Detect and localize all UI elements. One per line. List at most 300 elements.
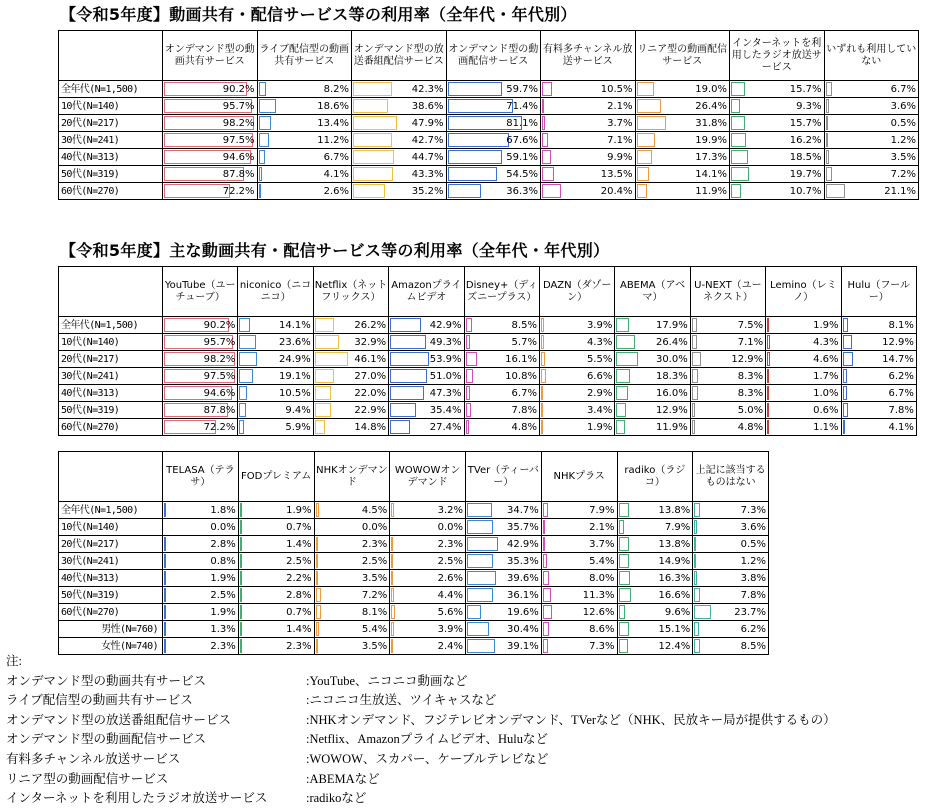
data-cell: [163, 604, 239, 621]
data-bar: [316, 639, 319, 653]
data-bar: [616, 335, 635, 349]
data-bar: [543, 622, 549, 636]
data-value: 47.3%: [429, 387, 462, 399]
row-label: 60代(N=270): [59, 183, 163, 200]
data-cell: [541, 587, 617, 604]
note-term: 有料多チャンネル放送サービス: [6, 751, 181, 766]
data-bar: [541, 420, 543, 434]
data-bar: [694, 537, 696, 551]
row-label: 60代(N=270): [59, 604, 163, 621]
data-cell: [690, 402, 765, 419]
data-bar: [259, 99, 276, 113]
data-value: 2.5%: [361, 555, 388, 567]
data-cell: [617, 621, 693, 638]
data-cell: [541, 166, 636, 183]
data-bar: [466, 318, 472, 332]
data-cell: [464, 351, 539, 368]
data-value: 3.6%: [890, 100, 916, 112]
data-value: 67.6%: [506, 134, 538, 146]
data-bar: [239, 335, 256, 349]
data-value: 0.7%: [286, 521, 312, 533]
data-bar: [542, 116, 545, 130]
data-bar: [637, 167, 650, 181]
data-cell: [314, 502, 390, 519]
data-cell: [541, 98, 636, 115]
data-value: 7.9%: [589, 504, 615, 516]
data-value: 44.7%: [411, 151, 444, 163]
data-bar: [448, 167, 498, 181]
data-value: 0.0%: [361, 521, 388, 533]
data-value: 1.0%: [813, 387, 839, 399]
data-value: 12.4%: [658, 640, 691, 652]
data-bar: [843, 335, 852, 349]
data-cell: [541, 183, 636, 200]
data-bar: [239, 386, 247, 400]
data-value: 98.2%: [222, 117, 255, 129]
data-cell: [238, 419, 313, 436]
data-value: 8.5%: [511, 319, 537, 331]
data-value: 8.5%: [740, 640, 766, 652]
table-row: [59, 621, 769, 638]
column-header: NHKオンデマンド: [314, 452, 390, 502]
data-value: 2.5%: [437, 555, 463, 567]
data-value: 16.1%: [505, 353, 537, 365]
data-cell: [238, 385, 313, 402]
data-bar: [694, 588, 700, 602]
data-cell: [617, 570, 693, 587]
data-cell: [163, 166, 258, 183]
data-bar: [619, 537, 629, 551]
data-value: 5.0%: [737, 404, 764, 416]
data-bar: [315, 318, 334, 332]
data-cell: [313, 317, 388, 334]
data-cell: [446, 115, 541, 132]
data-value: 2.1%: [607, 100, 633, 112]
data-bar: [826, 167, 833, 181]
data-cell: [615, 402, 690, 419]
data-bar: [619, 622, 630, 636]
data-bar: [767, 386, 769, 400]
data-cell: [824, 166, 919, 183]
data-cell: [163, 317, 238, 334]
data-bar: [240, 622, 242, 636]
data-value: 10.5%: [600, 83, 633, 95]
data-bar: [164, 184, 230, 198]
column-header: WOWOWオンデマンド: [390, 452, 466, 502]
data-bar: [353, 116, 397, 130]
data-value: 3.7%: [607, 117, 633, 129]
data-bar: [541, 386, 543, 400]
data-bar: [448, 184, 481, 198]
data-cell: [617, 536, 693, 553]
column-header: いずれも利用していない: [824, 31, 919, 81]
data-bar: [731, 150, 748, 164]
data-bar: [543, 571, 549, 585]
row-label: 50代(N=319): [59, 402, 163, 419]
data-cell: [163, 385, 238, 402]
data-value: 71.4%: [506, 100, 538, 112]
data-cell: [693, 621, 769, 638]
data-bar: [826, 133, 828, 147]
data-value: 13.8%: [658, 538, 691, 550]
data-cell: [238, 553, 314, 570]
data-value: 31.8%: [695, 117, 727, 129]
data-cell: [824, 81, 919, 98]
data-bar: [541, 369, 546, 383]
data-cell: [238, 587, 314, 604]
data-cell: [841, 419, 916, 436]
data-cell: [730, 166, 825, 183]
data-bar: [239, 318, 249, 332]
column-header: radiko（ラジコ）: [617, 452, 693, 502]
data-value: 72.2%: [222, 185, 255, 197]
data-cell: [730, 149, 825, 166]
data-cell: [389, 385, 464, 402]
data-value: 90.2%: [222, 83, 255, 95]
data-value: 7.2%: [361, 589, 388, 601]
data-bar: [616, 318, 629, 332]
data-value: 32.9%: [354, 336, 387, 348]
column-header: Lemino（レミノ）: [766, 267, 841, 317]
data-cell: [541, 519, 617, 536]
data-cell: [352, 183, 447, 200]
column-header: インターネットを利用したラジオ放送サービス: [730, 31, 825, 81]
data-value: 42.9%: [429, 319, 462, 331]
data-value: 6.7%: [888, 387, 914, 399]
row-label: 10代(N=140): [59, 519, 163, 536]
data-value: 2.8%: [210, 538, 236, 550]
table-row: [59, 368, 917, 385]
data-value: 19.6%: [506, 606, 539, 618]
data-cell: [238, 536, 314, 553]
data-cell: [766, 334, 841, 351]
table-row: [59, 587, 769, 604]
data-bar: [164, 588, 166, 602]
data-value: 8.3%: [737, 370, 764, 382]
data-bar: [316, 622, 320, 636]
data-bar: [239, 403, 246, 417]
data-value: 5.4%: [361, 623, 388, 635]
data-value: 4.3%: [813, 336, 839, 348]
data-cell: [238, 621, 314, 638]
data-bar: [467, 639, 495, 653]
data-value: 2.2%: [286, 572, 312, 584]
data-value: 26.4%: [695, 100, 727, 112]
data-cell: [693, 587, 769, 604]
note-description: :Netflix、Amazonプライムビデオ、Huluなど: [306, 732, 548, 747]
data-bar: [259, 82, 267, 96]
data-value: 18.6%: [317, 100, 349, 112]
data-cell: [257, 149, 352, 166]
note-description: :radikoなど: [306, 791, 367, 806]
data-cell: [464, 385, 539, 402]
data-cell: [257, 166, 352, 183]
data-bar: [692, 335, 697, 349]
data-bar: [619, 588, 631, 602]
data-value: 11.3%: [582, 589, 615, 601]
data-cell: [389, 402, 464, 419]
data-bar: [694, 622, 699, 636]
note-item: [6, 750, 921, 770]
data-bar: [731, 116, 745, 130]
data-value: 7.3%: [589, 640, 615, 652]
data-cell: [238, 519, 314, 536]
column-header: Amazonプライムビデオ: [389, 267, 464, 317]
data-bar: [391, 605, 395, 619]
data-bar: [240, 554, 242, 568]
column-header: NHKプラス: [541, 452, 617, 502]
note-term: オンデマンド型の動画共有サービス: [6, 673, 207, 688]
notes-heading: 注:: [6, 654, 22, 668]
data-cell: [314, 519, 390, 536]
data-value: 1.2%: [890, 134, 916, 146]
data-cell: [313, 402, 388, 419]
data-value: 94.6%: [203, 387, 236, 399]
data-cell: [824, 132, 919, 149]
data-bar: [542, 99, 544, 113]
data-bar: [694, 520, 697, 534]
table-row: [59, 385, 917, 402]
data-cell: [238, 402, 313, 419]
data-bar: [164, 537, 166, 551]
data-bar: [164, 622, 166, 636]
data-bar: [543, 554, 547, 568]
data-value: 43.3%: [411, 168, 444, 180]
data-bar: [448, 82, 503, 96]
note-term: リニア型の動画配信サービス: [6, 771, 169, 786]
table-row: [59, 502, 769, 519]
data-cell: [163, 98, 258, 115]
data-value: 3.9%: [586, 319, 613, 331]
data-value: 81.1%: [506, 117, 538, 129]
data-value: 3.4%: [586, 404, 613, 416]
data-bar: [316, 571, 319, 585]
data-cell: [313, 351, 388, 368]
column-header: Hulu（フールー）: [841, 267, 916, 317]
data-bar: [616, 403, 625, 417]
data-cell: [257, 115, 352, 132]
data-bar: [466, 335, 470, 349]
data-cell: [390, 587, 466, 604]
data-value: 19.9%: [695, 134, 727, 146]
data-bar: [543, 520, 545, 534]
row-label: 40代(N=313): [59, 149, 163, 166]
data-value: 1.2%: [740, 555, 766, 567]
data-bar: [542, 167, 554, 181]
data-cell: [841, 368, 916, 385]
data-cell: [730, 81, 825, 98]
data-bar: [619, 554, 630, 568]
data-cell: [541, 604, 617, 621]
data-bar: [391, 554, 393, 568]
data-bar: [542, 82, 552, 96]
data-value: 0.0%: [437, 521, 463, 533]
column-header: YouTube（ユーチューブ）: [163, 267, 238, 317]
data-bar: [767, 335, 770, 349]
data-value: 1.9%: [210, 572, 236, 584]
data-cell: [163, 570, 239, 587]
data-bar: [543, 503, 549, 517]
data-bar: [390, 386, 424, 400]
data-bar: [731, 167, 749, 181]
note-description: :YouTube、ニコニコ動画など: [306, 673, 468, 688]
data-value: 35.2%: [411, 185, 444, 197]
data-cell: [466, 553, 542, 570]
data-bar: [843, 352, 854, 366]
data-cell: [539, 351, 614, 368]
column-header: 上記に該当するものはない: [693, 452, 769, 502]
column-header: オンデマンド型の動画共有サービス: [163, 31, 258, 81]
data-cell: [352, 115, 447, 132]
data-value: 95.7%: [203, 336, 236, 348]
data-bar: [826, 99, 829, 113]
data-cell: [635, 183, 730, 200]
data-cell: [615, 385, 690, 402]
data-bar: [731, 99, 740, 113]
data-bar: [353, 184, 385, 198]
data-bar: [390, 335, 426, 349]
data-value: 0.5%: [740, 538, 766, 550]
table-row: [59, 81, 919, 98]
data-cell: [257, 132, 352, 149]
data-bar: [391, 503, 393, 517]
data-bar: [164, 554, 166, 568]
data-cell: [824, 183, 919, 200]
data-bar: [843, 403, 849, 417]
data-cell: [841, 317, 916, 334]
data-value: 2.5%: [286, 555, 312, 567]
data-value: 1.4%: [286, 623, 312, 635]
data-cell: [389, 419, 464, 436]
table-row: [59, 166, 919, 183]
data-bar: [240, 605, 242, 619]
data-cell: [313, 334, 388, 351]
data-cell: [313, 419, 388, 436]
note-item: [6, 691, 921, 711]
data-cell: [446, 183, 541, 200]
row-label: 40代(N=313): [59, 385, 163, 402]
data-cell: [824, 98, 919, 115]
data-bar: [353, 167, 393, 181]
column-header: 有料多チャンネル放送サービス: [541, 31, 636, 81]
data-bar: [391, 571, 393, 585]
data-bar: [616, 386, 628, 400]
row-label: 全年代(N=1,500): [59, 81, 163, 98]
data-value: 10.5%: [279, 387, 311, 399]
data-value: 2.3%: [286, 640, 312, 652]
data-value: 13.4%: [317, 117, 349, 129]
row-label: 30代(N=241): [59, 553, 163, 570]
row-label: 40代(N=313): [59, 570, 163, 587]
note-description: :NHKオンデマンド、フジテレビオンデマンド、TVerなど（NHK、民放キー局が提供するもの）: [306, 712, 836, 727]
data-cell: [841, 334, 916, 351]
title-table2: 【令和5年度】主な動画共有・配信サービス等の利用率（全年代・年代別）: [60, 241, 610, 260]
column-header: Disney+（ディズニープラス）: [464, 267, 539, 317]
data-bar: [767, 420, 769, 434]
data-value: 22.9%: [354, 404, 387, 416]
note-description: :WOWOW、スカパー、ケーブルテレビなど: [306, 751, 549, 766]
data-cell: [163, 621, 239, 638]
data-value: 94.6%: [222, 151, 255, 163]
data-cell: [541, 536, 617, 553]
data-value: 4.8%: [511, 421, 537, 433]
data-bar: [316, 588, 321, 602]
data-cell: [314, 587, 390, 604]
data-value: 49.3%: [429, 336, 462, 348]
data-cell: [314, 621, 390, 638]
note-term: オンデマンド型の動画配信サービス: [6, 732, 207, 747]
column-header: TVer（ティーバー）: [466, 452, 542, 502]
data-value: 17.9%: [655, 319, 688, 331]
data-cell: [466, 604, 542, 621]
data-cell: [466, 519, 542, 536]
data-bar: [731, 82, 745, 96]
data-cell: [238, 317, 313, 334]
table-row: [59, 604, 769, 621]
data-value: 35.4%: [429, 404, 462, 416]
data-value: 4.5%: [361, 504, 388, 516]
data-cell: [163, 502, 239, 519]
data-cell: [615, 368, 690, 385]
data-cell: [464, 419, 539, 436]
column-header: ABEMA（アベマ）: [615, 267, 690, 317]
data-cell: [389, 334, 464, 351]
data-value: 59.1%: [506, 151, 538, 163]
data-cell: [390, 536, 466, 553]
row-label: 10代(N=140): [59, 98, 163, 115]
data-bar: [239, 369, 253, 383]
data-cell: [163, 351, 238, 368]
row-label: 女性(N=740): [59, 638, 163, 655]
data-cell: [352, 81, 447, 98]
data-value: 87.8%: [222, 168, 255, 180]
data-bar: [542, 133, 548, 147]
data-value: 7.3%: [740, 504, 766, 516]
data-cell: [466, 502, 542, 519]
data-value: 7.5%: [737, 319, 764, 331]
data-cell: [539, 317, 614, 334]
data-bar: [541, 403, 543, 417]
data-bar: [390, 403, 416, 417]
data-value: 1.1%: [813, 421, 839, 433]
data-bar: [240, 588, 242, 602]
data-value: 13.8%: [658, 504, 691, 516]
data-cell: [693, 519, 769, 536]
data-bar: [826, 184, 845, 198]
data-bar: [694, 639, 700, 653]
data-value: 7.8%: [888, 404, 914, 416]
table-row: [59, 536, 769, 553]
row-label: 全年代(N=1,500): [59, 317, 163, 334]
data-bar: [467, 503, 492, 517]
data-cell: [163, 132, 258, 149]
data-value: 14.7%: [882, 353, 914, 365]
data-value: 27.0%: [354, 370, 387, 382]
data-bar: [543, 537, 546, 551]
data-cell: [541, 149, 636, 166]
data-cell: [390, 553, 466, 570]
data-value: 19.7%: [789, 168, 822, 180]
data-cell: [766, 351, 841, 368]
data-cell: [163, 115, 258, 132]
data-cell: [690, 334, 765, 351]
data-bar: [353, 99, 388, 113]
table-row: [59, 570, 769, 587]
data-value: 51.0%: [429, 370, 462, 382]
data-cell: [730, 132, 825, 149]
data-bar: [543, 588, 551, 602]
data-value: 15.1%: [658, 623, 691, 635]
